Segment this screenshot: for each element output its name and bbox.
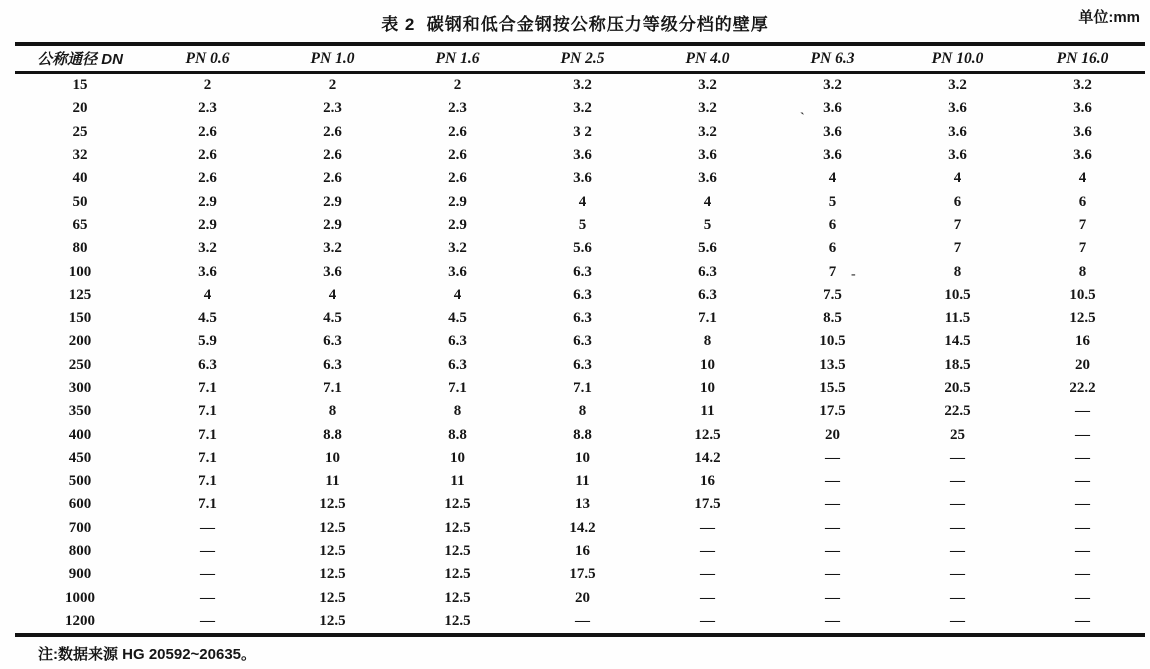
thickness-cell: — xyxy=(825,612,840,629)
thickness-cell: 6 xyxy=(953,193,962,210)
dn-cell: 1200 xyxy=(65,612,95,629)
table-row xyxy=(15,73,1145,98)
thickness-cell: — xyxy=(1075,543,1090,560)
thickness-cell: — xyxy=(825,473,840,490)
dn-cell: 65 xyxy=(72,216,88,233)
thickness-cell: 3.2 xyxy=(948,77,967,94)
thickness-cell: 11.5 xyxy=(944,310,971,327)
thickness-cell: 12.5 xyxy=(319,519,346,536)
thickness-cell: 16 xyxy=(700,473,715,490)
thickness-cell: — xyxy=(825,449,840,466)
thickness-cell: 3.6 xyxy=(1073,147,1092,164)
thickness-cell: 7.5 xyxy=(823,286,842,303)
thickness-cell: 3.6 xyxy=(1073,123,1092,140)
column-header-pn: PN 6.3 xyxy=(770,44,895,73)
thickness-cell: — xyxy=(950,473,965,490)
thickness-cell: 6.3 xyxy=(698,286,717,303)
thickness-cell: — xyxy=(1075,589,1090,606)
thickness-cell: 7.1 xyxy=(698,310,717,327)
dn-cell: 125 xyxy=(68,286,92,303)
column-header-pn: PN 4.0 xyxy=(645,44,770,73)
thickness-cell: 20 xyxy=(825,426,840,443)
thickness-cell: 7 xyxy=(953,216,962,233)
thickness-cell: 4 xyxy=(1078,170,1087,187)
thickness-cell: 6.3 xyxy=(323,333,342,350)
thickness-cell: 2.6 xyxy=(448,147,467,164)
dn-cell: 300 xyxy=(68,380,92,396)
thickness-cell: 10.5 xyxy=(1069,286,1096,303)
thickness-cell: 13.5 xyxy=(819,356,846,373)
thickness-cell: 10 xyxy=(700,380,715,396)
thickness-cell: 2 xyxy=(328,77,337,94)
thickness-cell: — xyxy=(825,519,840,536)
thickness-cell: 5.9 xyxy=(198,333,217,350)
thickness-cell: 3.6 xyxy=(698,147,717,164)
thickness-cell: 2.9 xyxy=(198,193,217,210)
thickness-cell: 2.6 xyxy=(323,147,342,164)
dn-cell: 15 xyxy=(72,77,88,94)
thickness-cell: 7 xyxy=(828,263,837,280)
thickness-cell: — xyxy=(700,519,715,536)
table-row xyxy=(15,260,1145,283)
thickness-cell: 2.9 xyxy=(323,216,342,233)
thickness-cell: 10 xyxy=(450,449,465,466)
table-row xyxy=(15,167,1145,190)
thickness-cell: — xyxy=(700,566,715,583)
thickness-cell: 3.2 xyxy=(698,123,717,140)
thickness-cell: 7.1 xyxy=(198,380,217,396)
thickness-cell: 8 xyxy=(578,403,587,420)
thickness-cell: — xyxy=(950,589,965,606)
thickness-cell: 2.3 xyxy=(198,100,217,117)
thickness-cell: 16 xyxy=(1075,333,1090,350)
thickness-cell: 11 xyxy=(575,473,590,490)
table-row xyxy=(15,517,1145,540)
thickness-cell: — xyxy=(700,589,715,606)
thickness-cell: 8 xyxy=(453,403,462,420)
dn-cell: 150 xyxy=(68,310,92,327)
thickness-cell: 2.6 xyxy=(448,123,467,140)
thickness-cell: 3.2 xyxy=(1073,77,1092,94)
thickness-cell: — xyxy=(825,496,840,513)
thickness-cell: 8.8 xyxy=(323,426,342,443)
thickness-cell: 11 xyxy=(450,473,465,490)
thickness-cell: — xyxy=(200,589,215,606)
table-row xyxy=(15,470,1145,493)
thickness-cell: 3.2 xyxy=(698,100,717,117)
dn-cell: 100 xyxy=(68,263,92,280)
thickness-cell: 7 xyxy=(1078,216,1087,233)
thickness-cell: 22.2 xyxy=(1069,380,1096,396)
thickness-cell: 12.5 xyxy=(444,496,471,513)
thickness-cell: — xyxy=(200,519,215,536)
dn-cell: 350 xyxy=(68,403,92,420)
thickness-cell: — xyxy=(1075,449,1090,466)
thickness-cell: 6.3 xyxy=(573,286,592,303)
thickness-cell: 8.8 xyxy=(448,426,467,443)
thickness-cell: — xyxy=(200,543,215,560)
thickness-cell: 12.5 xyxy=(444,519,471,536)
thickness-cell: 5.6 xyxy=(698,240,717,257)
thickness-cell: 2.3 xyxy=(323,100,342,117)
thickness-cell: 17.5 xyxy=(819,403,846,420)
thickness-cell: — xyxy=(950,496,965,513)
thickness-cell: 6.3 xyxy=(573,263,592,280)
thickness-cell: 3.2 xyxy=(698,77,717,94)
thickness-cell: 20 xyxy=(1075,356,1090,373)
thickness-cell: — xyxy=(950,566,965,583)
thickness-cell: 11 xyxy=(700,403,715,420)
thickness-cell: 5 xyxy=(578,216,587,233)
table-row xyxy=(15,377,1145,400)
thickness-cell: 12.5 xyxy=(444,589,471,606)
thickness-cell: 2 xyxy=(203,77,212,94)
table-row xyxy=(15,237,1145,260)
thickness-cell: 20.5 xyxy=(944,380,971,396)
thickness-cell: 3.6 xyxy=(573,170,592,187)
thickness-cell: 10 xyxy=(575,449,590,466)
thickness-cell: 14.2 xyxy=(569,519,596,536)
thickness-cell: 8.5 xyxy=(823,310,842,327)
thickness-cell: 18.5 xyxy=(944,356,971,373)
thickness-cell: 3.6 xyxy=(948,123,967,140)
thickness-cell: 4 xyxy=(453,286,462,303)
thickness-cell: 6 xyxy=(828,240,837,257)
dn-cell: 32 xyxy=(72,147,88,164)
thickness-cell: 20 xyxy=(575,589,590,606)
dn-cell: 40 xyxy=(72,170,88,187)
thickness-cell: 8 xyxy=(953,263,962,280)
thickness-cell: 2.9 xyxy=(198,216,217,233)
thickness-cell: 7.1 xyxy=(448,380,467,396)
thickness-cell: 15.5 xyxy=(819,380,846,396)
thickness-cell: — xyxy=(700,543,715,560)
dn-cell: 600 xyxy=(68,496,92,513)
dn-cell: 450 xyxy=(68,449,92,466)
table-title: 表 2 碳钢和低合金钢按公称压力等级分档的壁厚 xyxy=(381,15,769,34)
thickness-cell: — xyxy=(1075,403,1090,420)
thickness-cell: 6.3 xyxy=(448,333,467,350)
thickness-cell: 8 xyxy=(703,333,712,350)
dn-cell: 25 xyxy=(72,123,88,140)
thickness-cell: 6 xyxy=(828,216,837,233)
thickness-cell: 3.2 xyxy=(198,240,217,257)
thickness-cell: 6.3 xyxy=(573,333,592,350)
thickness-cell: 4 xyxy=(328,286,337,303)
thickness-cell: 3.6 xyxy=(448,263,467,280)
thickness-cell: 13 xyxy=(575,496,590,513)
dn-cell: 900 xyxy=(68,566,92,583)
thickness-cell: 5 xyxy=(828,193,837,210)
wall-thickness-table xyxy=(15,42,1145,637)
scan-artifact: ` xyxy=(800,111,805,126)
thickness-cell: 16 xyxy=(575,543,590,560)
thickness-cell: 12.5 xyxy=(1069,310,1096,327)
thickness-cell: 8 xyxy=(328,403,337,420)
dn-cell: 700 xyxy=(68,519,92,536)
table-row xyxy=(15,493,1145,516)
column-header-pn: PN 10.0 xyxy=(895,44,1020,73)
table-row xyxy=(15,214,1145,237)
thickness-cell: 4.5 xyxy=(448,310,467,327)
thickness-cell: 10.5 xyxy=(819,333,846,350)
scan-artifact: - xyxy=(851,267,856,282)
thickness-cell: 4 xyxy=(953,170,962,187)
thickness-cell: — xyxy=(575,612,590,629)
thickness-cell: 4.5 xyxy=(323,310,342,327)
thickness-cell: 12.5 xyxy=(319,496,346,513)
thickness-cell: 4 xyxy=(578,193,587,210)
thickness-cell: 2.6 xyxy=(448,170,467,187)
column-header-pn: PN 16.0 xyxy=(1020,44,1145,73)
thickness-cell: 3 2 xyxy=(573,123,592,140)
thickness-cell: — xyxy=(950,519,965,536)
thickness-cell: 6.3 xyxy=(198,356,217,373)
table-row xyxy=(15,447,1145,470)
thickness-cell: — xyxy=(1075,473,1090,490)
thickness-cell: 12.5 xyxy=(444,612,471,629)
table-row xyxy=(15,354,1145,377)
dn-cell: 400 xyxy=(68,426,92,443)
table-row xyxy=(15,307,1145,330)
thickness-cell: — xyxy=(200,566,215,583)
table-row xyxy=(15,587,1145,610)
thickness-cell: 2 xyxy=(453,77,462,94)
thickness-cell: — xyxy=(825,589,840,606)
thickness-cell: 6 xyxy=(1078,193,1087,210)
thickness-cell: 8 xyxy=(1078,263,1087,280)
table-row xyxy=(15,563,1145,586)
thickness-cell: — xyxy=(1075,566,1090,583)
thickness-cell: 7.1 xyxy=(573,380,592,396)
thickness-cell: 2.9 xyxy=(323,193,342,210)
thickness-cell: 14.2 xyxy=(694,449,721,466)
dn-cell: 20 xyxy=(72,100,88,117)
table-row xyxy=(15,540,1145,563)
thickness-cell: 3.2 xyxy=(323,240,342,257)
thickness-cell: — xyxy=(825,543,840,560)
column-header-pn: PN 1.0 xyxy=(270,44,395,73)
thickness-cell: 17.5 xyxy=(694,496,721,513)
thickness-cell: — xyxy=(1075,426,1090,443)
thickness-cell: 2.6 xyxy=(323,170,342,187)
thickness-cell: 2.6 xyxy=(198,147,217,164)
thickness-cell: 10 xyxy=(325,449,340,466)
thickness-cell: 10.5 xyxy=(944,286,971,303)
column-header-pn: PN 1.6 xyxy=(395,44,520,73)
thickness-cell: 6.3 xyxy=(448,356,467,373)
thickness-cell: 12.5 xyxy=(444,566,471,583)
table-row xyxy=(15,284,1145,307)
footnote: 注:数据来源 HG 20592~20635。 xyxy=(38,646,257,663)
thickness-cell: 7.1 xyxy=(198,496,217,513)
thickness-cell: 7.1 xyxy=(323,380,342,396)
thickness-cell: 3.6 xyxy=(1073,100,1092,117)
thickness-cell: 4 xyxy=(203,286,212,303)
dn-cell: 250 xyxy=(68,356,92,373)
thickness-cell: 2.6 xyxy=(198,170,217,187)
thickness-cell: 3.6 xyxy=(948,100,967,117)
dn-cell: 500 xyxy=(68,473,92,490)
thickness-cell: 6.3 xyxy=(698,263,717,280)
dn-cell: 800 xyxy=(68,543,92,560)
thickness-cell: 12.5 xyxy=(444,543,471,560)
thickness-cell: 7.1 xyxy=(198,426,217,443)
thickness-cell: 3.2 xyxy=(573,100,592,117)
table-row xyxy=(15,97,1145,120)
thickness-cell: 3.2 xyxy=(448,240,467,257)
thickness-cell: 25 xyxy=(950,426,965,443)
thickness-cell: — xyxy=(200,612,215,629)
column-header-dn: 公称通径 DN xyxy=(15,44,145,73)
thickness-cell: 11 xyxy=(325,473,340,490)
dn-cell: 1000 xyxy=(65,589,95,606)
thickness-cell: 4.5 xyxy=(198,310,217,327)
thickness-cell: — xyxy=(950,543,965,560)
thickness-cell: 6.3 xyxy=(573,310,592,327)
thickness-cell: 14.5 xyxy=(944,333,971,350)
unit-label: 单位:mm xyxy=(1078,9,1140,26)
thickness-cell: 3.6 xyxy=(698,170,717,187)
table-row xyxy=(15,400,1145,423)
thickness-cell: — xyxy=(1075,496,1090,513)
thickness-cell: 2.6 xyxy=(323,123,342,140)
thickness-cell: 3.6 xyxy=(573,147,592,164)
thickness-cell: — xyxy=(1075,519,1090,536)
thickness-cell: — xyxy=(950,449,965,466)
dn-cell: 50 xyxy=(72,193,88,210)
column-header-pn: PN 0.6 xyxy=(145,44,270,73)
thickness-cell: 22.5 xyxy=(944,403,971,420)
thickness-cell: 6.3 xyxy=(323,356,342,373)
thickness-cell: — xyxy=(950,612,965,629)
thickness-cell: 5 xyxy=(703,216,712,233)
thickness-cell: 2.6 xyxy=(198,123,217,140)
thickness-cell: 7.1 xyxy=(198,449,217,466)
thickness-cell: 7 xyxy=(1078,240,1087,257)
thickness-cell: 3.6 xyxy=(198,263,217,280)
thickness-cell: 3.6 xyxy=(823,100,842,117)
thickness-cell: 2.3 xyxy=(448,100,467,117)
dn-cell: 200 xyxy=(68,333,92,350)
thickness-cell: 7.1 xyxy=(198,473,217,490)
header-row xyxy=(15,44,1145,73)
thickness-cell: 3.6 xyxy=(823,147,842,164)
thickness-cell: 3.6 xyxy=(323,263,342,280)
thickness-cell: 12.5 xyxy=(319,566,346,583)
thickness-cell: 8.8 xyxy=(573,426,592,443)
thickness-cell: 3.2 xyxy=(573,77,592,94)
table-row xyxy=(15,423,1145,446)
thickness-cell: 3.6 xyxy=(823,123,842,140)
thickness-cell: 12.5 xyxy=(319,612,346,629)
thickness-cell: 2.9 xyxy=(448,216,467,233)
table-row xyxy=(15,190,1145,213)
table-row xyxy=(15,610,1145,635)
document-header xyxy=(0,6,1150,38)
thickness-cell: — xyxy=(700,612,715,629)
thickness-cell: 4 xyxy=(828,170,837,187)
thickness-cell: 12.5 xyxy=(694,426,721,443)
thickness-cell: 12.5 xyxy=(319,589,346,606)
thickness-cell: 7 xyxy=(953,240,962,257)
thickness-cell: — xyxy=(1075,612,1090,629)
thickness-cell: 10 xyxy=(700,356,715,373)
thickness-cell: — xyxy=(825,566,840,583)
thickness-cell: 6.3 xyxy=(573,356,592,373)
thickness-cell: 4 xyxy=(703,193,712,210)
thickness-cell: 5.6 xyxy=(573,240,592,257)
dn-cell: 80 xyxy=(72,240,88,257)
thickness-cell: 3.2 xyxy=(823,77,842,94)
thickness-cell: 12.5 xyxy=(319,543,346,560)
thickness-cell: 7.1 xyxy=(198,403,217,420)
table-row xyxy=(15,330,1145,353)
table-row xyxy=(15,121,1145,144)
thickness-cell: 17.5 xyxy=(569,566,596,583)
column-header-pn: PN 2.5 xyxy=(520,44,645,73)
table-row xyxy=(15,144,1145,167)
thickness-cell: 2.9 xyxy=(448,193,467,210)
thickness-cell: 3.6 xyxy=(948,147,967,164)
table-body xyxy=(15,73,1145,636)
table-header xyxy=(15,44,1145,73)
